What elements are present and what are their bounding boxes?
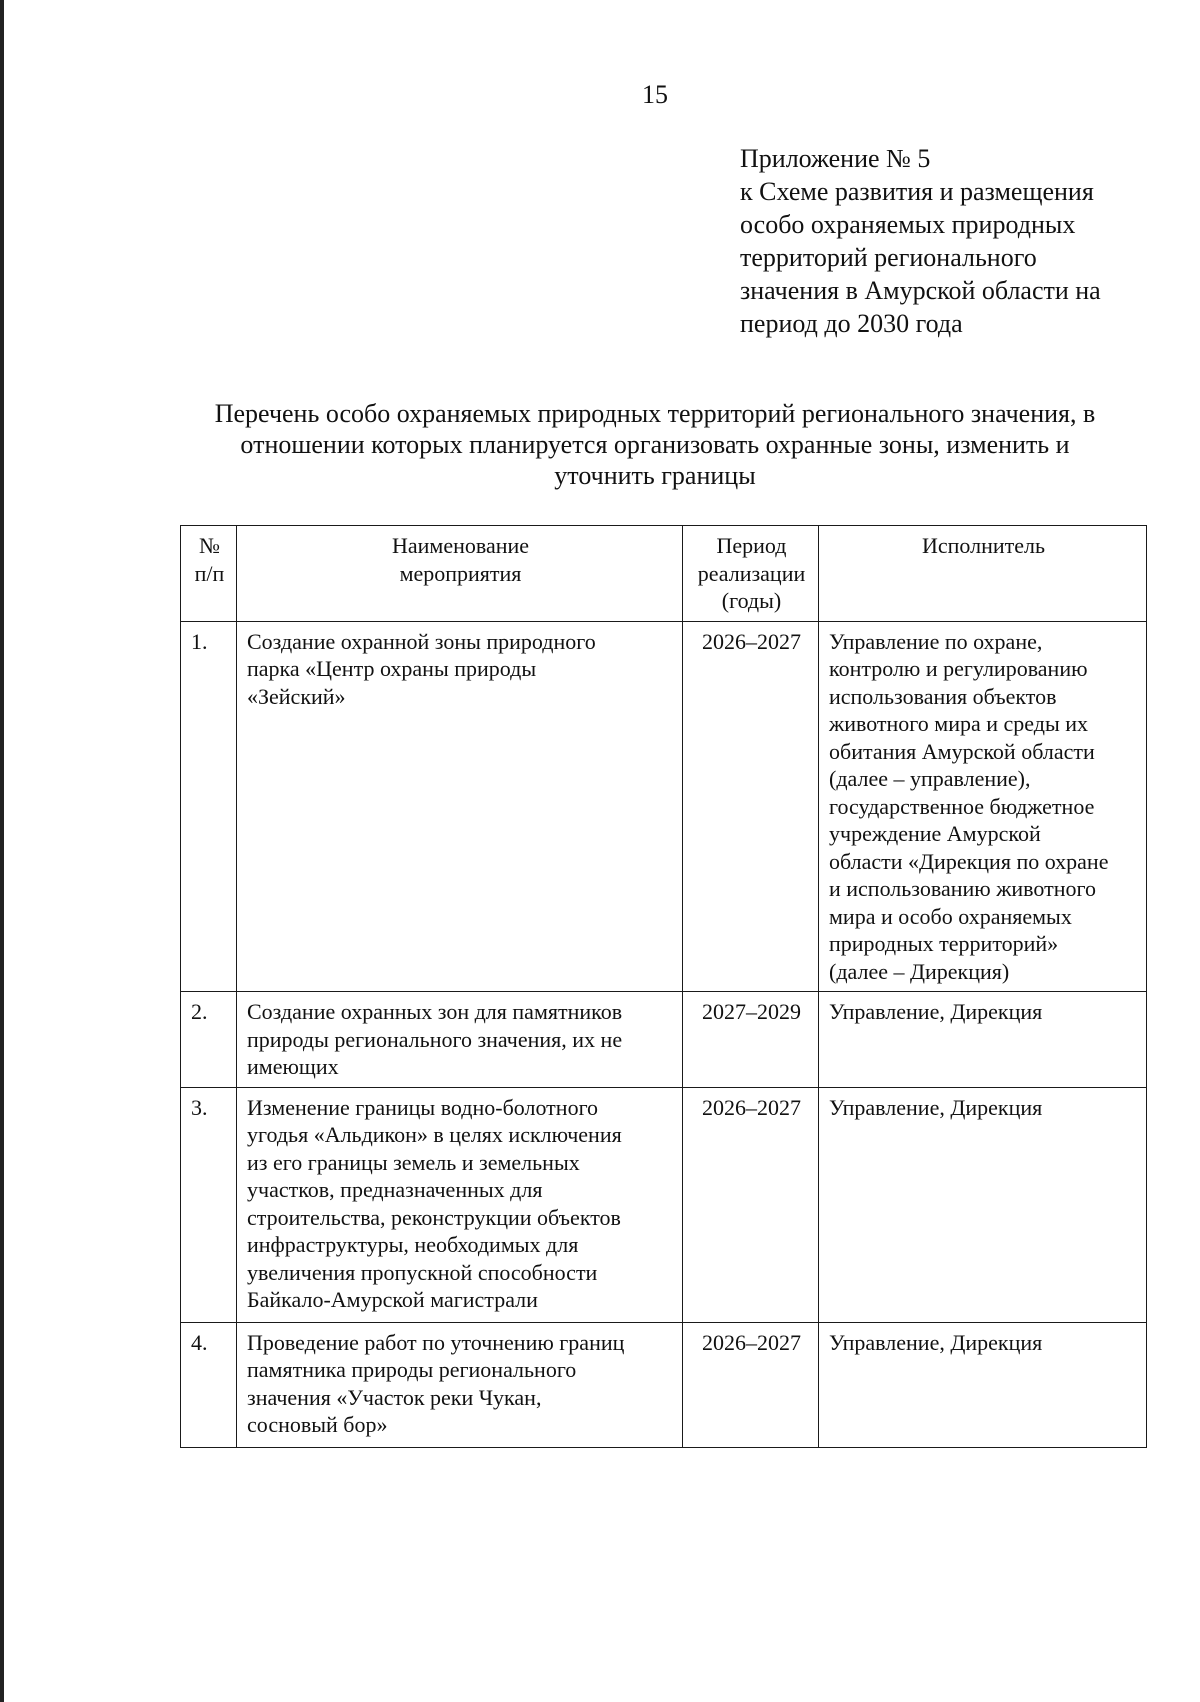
row-executor-line: мира и особо охраняемых	[829, 903, 1072, 929]
row-name-line: Создание охранных зон для памятников	[247, 999, 623, 1024]
row-executor-line: Управление, Дирекция	[829, 1094, 1043, 1120]
row-name-line: Изменение границы водно-болотного	[247, 1094, 599, 1120]
row-name-line: значения «Участок реки Чукан,	[247, 1384, 542, 1410]
header-executor-line: Исполнитель	[921, 533, 1046, 558]
row-executor-line: (далее – Дирекция)	[829, 958, 1010, 984]
row-period: 2026–2027	[683, 621, 819, 992]
row-executor	[819, 1322, 1147, 1447]
row-num: 4.	[181, 1322, 237, 1447]
row-executor	[819, 992, 1147, 1088]
header-period-line: Период	[716, 533, 787, 558]
document-title	[150, 398, 1160, 491]
header-period-line: (годы)	[721, 588, 782, 613]
row-executor-line: контролю и регулированию	[829, 656, 1088, 681]
table-header-row	[181, 526, 1147, 622]
appendix-line: к Схеме развития и размещения	[740, 177, 1094, 206]
table-row	[181, 992, 1147, 1088]
row-num: 3.	[181, 1087, 237, 1322]
row-name-line: строительства, реконструкции объектов	[247, 1204, 621, 1230]
row-name	[237, 1087, 683, 1322]
row-executor-line: области «Дирекция по охране	[829, 848, 1109, 874]
row-name-line: участков, предназначенных для	[247, 1177, 543, 1202]
row-executor-line: государственное бюджетное	[829, 793, 1095, 819]
row-executor-line: учреждение Амурской	[829, 821, 1041, 846]
row-name	[237, 1322, 683, 1447]
header-num-line: п/п	[194, 560, 225, 586]
title-line: отношении которых планируется организовать охранные зоны, изменить и	[240, 430, 1070, 459]
row-num: 1.	[181, 621, 237, 992]
title-line: уточнить границы	[554, 461, 756, 490]
row-name-line: угодья «Альдикон» в целях исключения	[247, 1122, 622, 1147]
title-line: Перечень особо охраняемых природных территорий регионального значения, в	[214, 399, 1096, 428]
appendix-line: значения в Амурской области на	[740, 276, 1101, 305]
row-executor-line: и использованию животного	[829, 876, 1096, 901]
row-executor	[819, 1087, 1147, 1322]
row-executor-line: обитания Амурской области	[829, 738, 1095, 764]
table-row	[181, 1087, 1147, 1322]
header-executor	[819, 526, 1147, 622]
row-name-line: сосновый бор»	[247, 1412, 388, 1437]
row-executor-line: использования объектов	[829, 683, 1057, 709]
row-executor-line: Управление, Дирекция	[829, 999, 1043, 1024]
header-period	[683, 526, 819, 622]
appendix-block	[740, 142, 1180, 340]
header-name-line: Наименование	[391, 533, 530, 558]
header-name	[237, 526, 683, 622]
header-num	[181, 526, 237, 622]
row-name-line: Байкало-Амурской магистрали	[247, 1287, 538, 1312]
page-number: 15	[642, 80, 668, 109]
row-period: 2026–2027	[683, 1322, 819, 1447]
row-executor-line: Управление, Дирекция	[829, 1329, 1043, 1355]
row-name-line: Создание охранной зоны природного	[247, 628, 596, 654]
row-name	[237, 621, 683, 992]
header-num-line: №	[199, 533, 220, 558]
header-name-line: мероприятия	[399, 560, 522, 586]
row-name	[237, 992, 683, 1088]
row-executor-line: Управление по охране,	[829, 628, 1043, 654]
header-period-line: реализации	[697, 560, 806, 586]
row-period: 2027–2029	[683, 992, 819, 1088]
table-row	[181, 1322, 1147, 1447]
appendix-line: Приложение № 5	[740, 144, 931, 173]
row-period: 2026–2027	[683, 1087, 819, 1322]
row-executor-line: (далее – управление),	[829, 766, 1031, 791]
row-name-line: природы регионального значения, их не	[247, 1026, 623, 1052]
row-executor-line: природных территорий»	[829, 931, 1059, 956]
measures-table	[180, 525, 1147, 1448]
row-name-line: из его границы земель и земельных	[247, 1149, 580, 1175]
row-name-line: имеющих	[247, 1054, 339, 1079]
row-name-line: парка «Центр охраны природы	[247, 656, 537, 681]
row-num: 2.	[181, 992, 237, 1088]
appendix-line: особо охраняемых природных	[740, 210, 1076, 239]
table-row	[181, 621, 1147, 992]
scan-left-edge	[0, 0, 4, 1702]
appendix-line: территорий регионального	[740, 243, 1037, 272]
row-name-line: Проведение работ по уточнению границ	[247, 1329, 625, 1355]
row-executor	[819, 621, 1147, 992]
row-name-line: «Зейский»	[247, 683, 346, 709]
appendix-line: период до 2030 года	[740, 309, 963, 338]
row-name-line: увеличения пропускной способности	[247, 1259, 598, 1285]
row-executor-line: животного мира и среды их	[829, 711, 1089, 736]
row-name-line: инфраструктуры, необходимых для	[247, 1232, 579, 1257]
row-name-line: памятника природы регионального	[247, 1357, 577, 1382]
